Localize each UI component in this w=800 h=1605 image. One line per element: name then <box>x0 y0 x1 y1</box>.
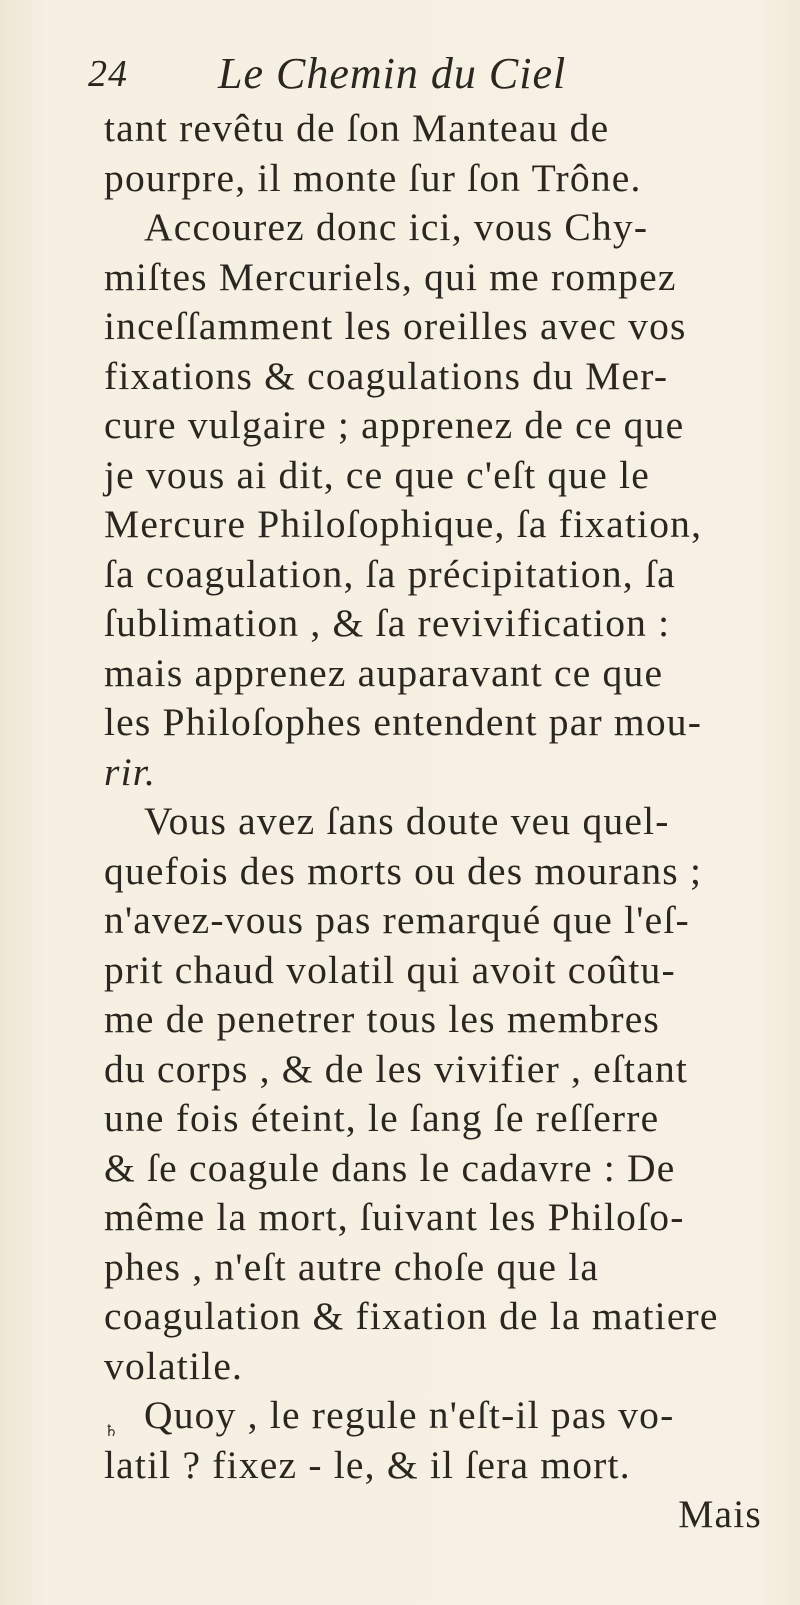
text-line: miſtes Mercuriels, qui me rompez <box>104 254 677 299</box>
saturn-symbol-icon: ♄ <box>104 1423 120 1440</box>
text-line: une fois éteint, le ſang ſe reſſerre <box>104 1096 660 1140</box>
text-line: Mercure Philoſophique, ſa fixation, <box>104 502 703 546</box>
text-line-content: Quoy , le regule n'eſt-il pas vo- <box>144 1393 675 1437</box>
text-line: fixations & coagulations du Mer- <box>104 353 669 398</box>
page-number: 24 <box>88 53 128 95</box>
text-line: ſa coagulation, ſa précipitation, ſa <box>104 551 676 596</box>
text-line: les Philoſophes entendent par mou- <box>104 700 703 744</box>
page-header <box>88 48 748 108</box>
text-line: Vous avez ſans doute veu quel- <box>144 799 670 843</box>
text-line: quefois des morts ou des mourans ; <box>104 848 703 893</box>
text-line: du corps , & de les vivifier , eſtant <box>104 1046 689 1091</box>
body-text <box>104 104 764 1540</box>
text-line: tant revêtu de ſon Manteau de <box>104 106 610 150</box>
text-line: mais apprenez auparavant ce que <box>104 650 664 695</box>
text-line <box>104 1391 764 1441</box>
text-line: pourpre, il monte ſur ſon Trône. <box>104 155 642 200</box>
text-line: me de penetrer tous les membres <box>104 997 661 1041</box>
text-line: phes , n'eſt autre choſe que la <box>104 1244 600 1289</box>
text-line: je vous ai dit, ce que c'eſt que le <box>104 452 650 497</box>
text-line: latil ? fixez - le, & il ſera mort. <box>104 1442 631 1487</box>
text-line: inceſſamment les oreilles avec vos <box>104 304 687 348</box>
text-line: ſublimation , & ſa revivification : <box>104 601 671 645</box>
text-line: coagulation & fixation de la matiere <box>104 1294 719 1338</box>
text-line: rir. <box>104 749 157 794</box>
text-line: cure vulgaire ; apprenez de ce que <box>104 403 685 447</box>
running-title: Le Chemin du Ciel <box>218 49 567 98</box>
text-line: même la mort, ſuivant les Philoſo- <box>104 1195 685 1239</box>
text-line: volatile. <box>104 1343 244 1388</box>
text-line: & ſe coagule dans le cadavre : De <box>104 1145 676 1190</box>
catchword: Mais <box>678 1492 762 1536</box>
text-line: prit chaud volatil qui avoit coûtu- <box>104 947 676 992</box>
text-line: Accourez donc ici, vous Chy- <box>144 205 649 249</box>
text-line: n'avez-vous pas remarqué que l'eſ- <box>104 898 690 942</box>
